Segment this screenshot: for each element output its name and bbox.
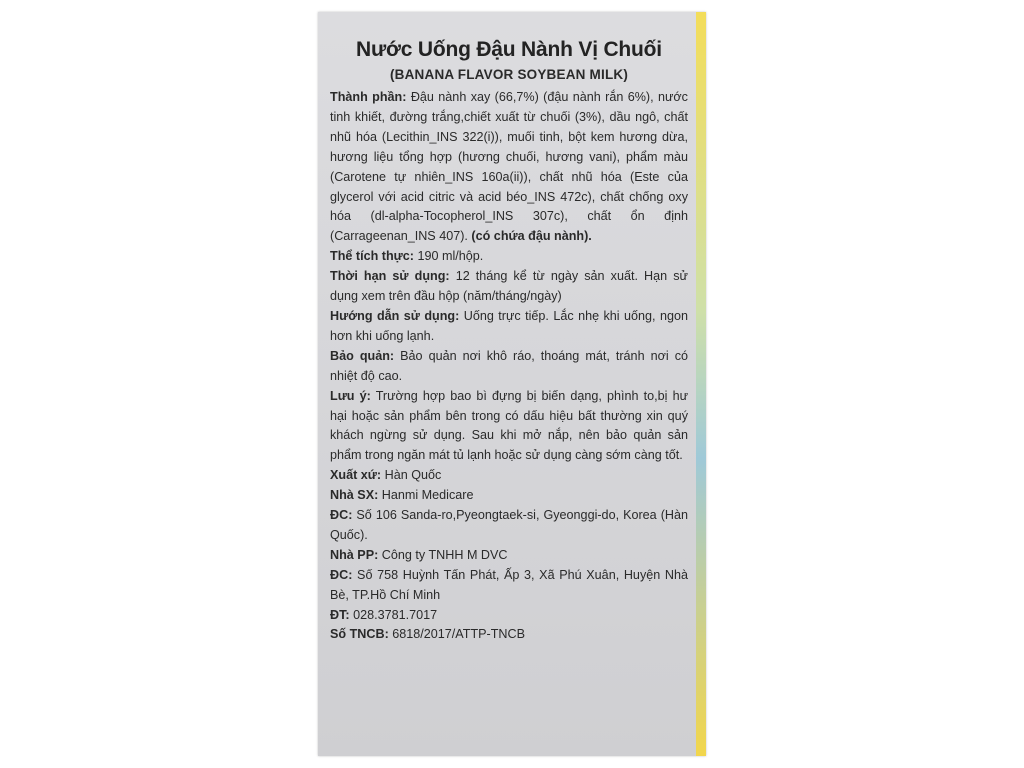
usage-section <box>330 307 688 347</box>
section-key: Nhà PP: <box>330 547 379 562</box>
section-text: Hanmi Medicare <box>378 488 474 503</box>
section-text: Trường hợp bao bì đựng bị biến dạng, phình to,bị hư hại hoặc sản phẩm bên trong có dấu hiệu bất thường xin quý khách ngừng sử dụng. Sau khi mở nắp, nên bảo quản sản phẩm trong ngăn mát tủ lạnh hoặc sử dụng càng sớm càng tốt. <box>330 388 688 463</box>
label-content <box>330 36 688 645</box>
product-title: Nước Uống Đậu Nành Vị Chuối <box>356 38 662 61</box>
section-text: Uống trực tiếp. Lắc nhẹ khi uống, ngon hơn khi uống lạnh. <box>330 308 688 343</box>
section-key: Nhà SX: <box>330 488 379 503</box>
section-text: Hàn Quốc <box>381 468 442 483</box>
registration-section <box>330 625 688 645</box>
ingredients-section <box>330 88 688 247</box>
section-text: 6818/2017/ATTP-TNCB <box>388 627 526 642</box>
product-subtitle: (BANANA FLAVOR SOYBEAN MILK) <box>389 67 629 82</box>
section-key: Bảo quản: <box>330 348 395 363</box>
distributor-section <box>330 546 688 566</box>
section-text: Số 106 Sanda-ro,Pyeongtaek-si, Gyeonggi-do, Korea (Hàn Quốc). <box>330 508 688 542</box>
manufacturer-address-section <box>330 506 688 546</box>
product-label <box>318 12 706 756</box>
section-key: Xuất xứ: <box>330 468 382 483</box>
section-text: Bảo quản nơi khô ráo, thoáng mát, tránh nơi có nhiệt độ cao. <box>330 348 688 383</box>
section-key: Thời hạn sử dụng: <box>330 269 450 284</box>
net-volume-section <box>330 247 688 267</box>
notice-section <box>330 387 688 467</box>
section-key: ĐC: <box>330 567 353 582</box>
section-key: Lưu ý: <box>330 388 371 403</box>
storage-section <box>330 347 688 387</box>
allergen-note: (có chứa đậu nành). <box>471 229 592 244</box>
section-text: Đậu nành xay (66,7%) (đậu nành rắn 6%), nước tinh khiết, đường trắng,chiết xuất từ chuối (3%), dầu ngô, chất nhũ hóa (Lecithin_INS 322(i)), muối tinh, bột kem hương dừa, hương liệu tổng hợp (hương chuối, hương vani), phẩm màu (Carotene tự nhiên_INS 160a(ii)), chất nhũ hóa (Este của glycerol với acid citric và acid béo_INS 472c), chất chống oxy hóa (dl-alpha-Tocopherol_INS 307c), chất ổn định (Carrageenan_INS 407). <box>330 90 688 244</box>
section-key: Thể tích thực: <box>330 249 414 264</box>
section-key: Hướng dẫn sử dụng: <box>330 308 460 323</box>
section-text: 12 tháng kể từ ngày sản xuất. Hạn sử dụng xem trên đầu hộp (năm/tháng/ngày) <box>330 269 688 304</box>
section-key: ĐC: <box>330 508 353 523</box>
section-key: Thành phần: <box>330 90 407 104</box>
origin-section <box>330 466 688 486</box>
distributor-address-section <box>330 566 688 606</box>
manufacturer-section <box>330 486 688 506</box>
section-key: Số TNCB: <box>330 627 389 642</box>
section-text: Số 758 Huỳnh Tấn Phát, Ấp 3, Xã Phú Xuân, Huyện Nhà Bè, TP.Hồ Chí Minh <box>330 567 688 602</box>
section-text: 028.3781.7017 <box>349 607 438 622</box>
phone-section <box>330 606 688 626</box>
section-key: ĐT: <box>330 607 350 622</box>
package-edge <box>696 12 706 756</box>
section-text: Công ty TNHH M DVC <box>378 547 508 562</box>
shelf-life-section <box>330 267 688 307</box>
section-text: 190 ml/hộp. <box>413 249 484 264</box>
